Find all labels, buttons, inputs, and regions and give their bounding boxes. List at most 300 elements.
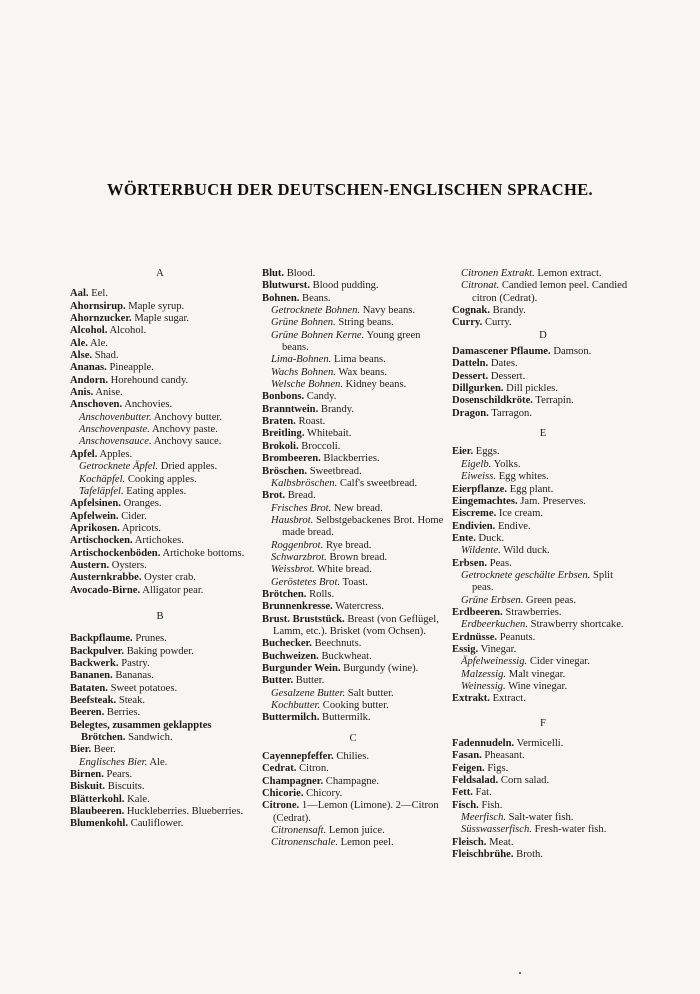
dictionary-entry (452, 693, 634, 705)
entry-translation: Split peas. (472, 569, 614, 594)
entry-translation: Alcohol. (109, 325, 147, 337)
entry-translation: Young green beans. (282, 329, 421, 354)
dictionary-entry (262, 453, 444, 465)
dictionary-entry (452, 508, 634, 520)
entry-headword: Andorn. (70, 374, 108, 386)
entry-translation: Fresh-water fish. (534, 824, 607, 836)
entry-headword: Birnen. (70, 769, 104, 781)
entry-headword: Brokoli. (262, 440, 299, 452)
entry-translation: Corn salad. (500, 775, 550, 787)
dictionary-entry (70, 436, 250, 448)
entry-translation: Steak. (118, 695, 146, 706)
entry-translation: Candy. (306, 391, 337, 403)
entry-translation: Salt-water fish. (508, 812, 574, 824)
page-mark (519, 972, 521, 974)
entry-headword: Cayennepfeffer. (262, 751, 334, 763)
entry-translation: Wax beans. (338, 366, 387, 378)
dictionary-entry (70, 486, 250, 498)
entry-subterm: Äpfelweinessig. (461, 656, 528, 668)
entry-translation: Anchovy sauce. (153, 436, 222, 448)
entry-subterm: Kalbsbröschen. (271, 477, 338, 489)
entry-translation: Lemon juice. (328, 825, 385, 837)
dictionary-entry (452, 346, 634, 358)
entry-translation: Horehound candy. (110, 374, 189, 386)
dictionary-entry (70, 744, 250, 756)
entry-translation: Pears. (106, 769, 133, 781)
entry-translation: Brown bread. (329, 551, 388, 563)
entry-translation: Cooking apples. (127, 473, 197, 485)
entry-headword: Dillgurken. (452, 383, 504, 395)
entry-headword: Extrakt. (452, 693, 490, 705)
dictionary-entry (262, 700, 444, 712)
dictionary-entry (70, 548, 250, 560)
dictionary-entry (262, 416, 444, 428)
entry-translation: Kidney beans. (345, 379, 407, 391)
entry-headword: Burgunder Wein. (262, 663, 341, 674)
dictionary-entry (262, 404, 444, 416)
entry-headword: Alcohol. (70, 325, 108, 337)
section-letter: C (349, 732, 357, 744)
entry-subterm: Wachs Bohnen. (271, 366, 336, 378)
entry-headword: Buchecker. (262, 638, 312, 650)
entry-headword: Apfelsinen. (70, 498, 121, 510)
dictionary-entry (452, 446, 634, 458)
entry-headword: Breitling. (262, 428, 305, 440)
entry-headword: Curry. (452, 317, 483, 329)
entry-subterm: Englisches Bier. (79, 756, 148, 768)
entry-headword: Brust. Bruststück. (262, 613, 345, 625)
entry-headword: Dragon. (452, 407, 489, 419)
dictionary-entry (262, 825, 444, 837)
entry-headword: Backwerk. (70, 657, 119, 669)
entry-translation: Egg plant. (509, 483, 554, 495)
entry-headword: Bonbons. (262, 391, 305, 403)
dictionary-entry (262, 503, 444, 515)
entry-translation: Blood pudding. (312, 280, 379, 292)
section-letter: E (539, 428, 547, 440)
entry-translation: Endive. (497, 520, 531, 532)
dictionary-entry (262, 428, 444, 440)
entry-headword: Braten. (262, 416, 296, 428)
entry-subterm: Meerfisch. (461, 812, 507, 824)
dictionary-entry (70, 288, 250, 300)
dictionary-entry (70, 658, 250, 670)
entry-translation: Ale. (149, 756, 168, 768)
entry-translation: Chilies. (336, 751, 370, 763)
dictionary-entry (262, 601, 444, 613)
dictionary-entry (452, 837, 634, 849)
entry-subterm: Citronensaft. (271, 825, 327, 837)
entry-headword: Eiscreme. (452, 508, 497, 520)
entry-headword: Buchweizen. (262, 650, 319, 662)
entry-headword: Beefsteak. (70, 695, 117, 706)
entry-subterm: Grüne Bohnen. (271, 317, 336, 329)
entry-headword: Backpulver. (70, 645, 125, 657)
entry-translation: Strawberry shortcake. (530, 619, 624, 631)
dictionary-entry (262, 651, 444, 663)
entry-translation: Yolks. (493, 458, 521, 470)
dictionary-entry (452, 681, 634, 693)
entry-translation: Salt butter. (347, 687, 394, 699)
entry-headword: Fasan. (452, 750, 482, 762)
entry-subterm: Lima-Bohnen. (271, 354, 332, 366)
dictionary-entry (70, 757, 250, 769)
dictionary-entry (262, 293, 444, 305)
dictionary-entry (262, 776, 444, 788)
entry-headword: Belegtes, zusammen geklapptes Brötchen. (70, 719, 212, 744)
entry-headword: Aal. (70, 288, 89, 300)
entry-translation: Chicory. (306, 788, 343, 800)
dictionary-entry (262, 515, 444, 540)
entry-headword: Blaubeeren. (70, 806, 125, 818)
entry-translation: Pineapple. (109, 362, 154, 374)
entry-translation: Green peas. (526, 594, 577, 606)
entry-headword: Alse. (70, 350, 93, 362)
entry-headword: Artischocken. (70, 535, 133, 547)
entry-headword: Brunnenkresse. (262, 601, 333, 613)
dictionary-entry (70, 399, 250, 411)
entry-translation: Alligator pear. (142, 584, 204, 596)
entry-translation: Terrapin. (535, 395, 574, 407)
entry-translation: Navy beans. (362, 305, 416, 317)
entry-translation: Eel. (91, 288, 108, 300)
entry-subterm: Anschovenpaste. (79, 424, 150, 436)
entry-translation: Buckwheat. (321, 650, 372, 662)
entry-subterm: Kochäpfel. (79, 473, 126, 485)
entry-headword: Blut. (262, 268, 285, 279)
entry-headword: Cognak. (452, 305, 490, 317)
dictionary-entry (262, 751, 444, 763)
entry-headword: Eier. (452, 446, 474, 458)
dictionary-entry (70, 781, 250, 793)
dictionary-entry (70, 350, 250, 362)
dictionary-column-3 (452, 268, 634, 861)
entry-subterm: Eiweiss. (461, 471, 497, 483)
entry-translation: Anchovy butter. (153, 411, 223, 423)
entry-translation: Pastry. (121, 657, 150, 669)
entry-headword: Bröschen. (262, 465, 308, 477)
entry-subterm: Weinessig. (461, 681, 506, 692)
entry-subterm: Hausbrot. (271, 514, 314, 526)
entry-translation: Champagne. (325, 775, 380, 787)
dictionary-entry (70, 313, 250, 325)
entry-translation: Eggs. (475, 446, 500, 458)
entry-translation: Wild duck. (503, 545, 550, 557)
entry-subterm: Grüne Bohnen Kerne. (271, 329, 365, 341)
entry-headword: Dessert. (452, 370, 489, 382)
entry-translation: Citron. (299, 763, 329, 775)
dictionary-entry (452, 558, 634, 570)
entry-headword: Dosenschildkröte. (452, 395, 533, 407)
entry-translation: Lima beans. (333, 354, 386, 366)
dictionary-entry (262, 763, 444, 775)
dictionary-entry (452, 459, 634, 471)
entry-translation: New bread. (333, 502, 383, 514)
entry-subterm: Grüne Erbsen. (461, 594, 524, 606)
dictionary-entry (452, 787, 634, 799)
entry-translation: Baking powder. (126, 645, 194, 657)
entry-headword: Fett. (452, 787, 473, 799)
entry-translation: Maple syrup. (128, 300, 185, 312)
entry-headword: Beeren. (70, 707, 105, 719)
entry-headword: Branntwein. (262, 403, 319, 415)
entry-subterm: Tafeläpfel. (79, 485, 124, 497)
entry-translation: Anchovies. (124, 399, 173, 411)
dictionary-entry (262, 280, 444, 292)
dictionary-entry (70, 806, 250, 818)
dictionary-entry (262, 663, 444, 675)
dictionary-entry (262, 675, 444, 687)
dictionary-entry (452, 570, 634, 595)
dictionary-entry (452, 317, 634, 329)
entry-translation: Apricots. (121, 522, 161, 534)
entry-headword: Damascener Pflaume. (452, 346, 551, 358)
dictionary-entry (452, 669, 634, 681)
entry-translation: Oysters. (111, 559, 147, 571)
entry-translation: Dessert. (490, 370, 526, 382)
entry-subterm: Geröstetes Brot. (271, 576, 341, 588)
dictionary-entry (452, 763, 634, 775)
dictionary-entry (452, 849, 634, 861)
entry-translation: Dill pickles. (506, 383, 558, 395)
entry-translation: Brandy. (492, 305, 526, 317)
entry-headword: Ente. (452, 532, 476, 544)
entry-headword: Bataten. (70, 682, 108, 694)
dictionary-entry (452, 738, 634, 750)
entry-subterm: Weissbrot. (271, 564, 315, 576)
dictionary-entry (70, 683, 250, 695)
dictionary-entry (70, 794, 250, 806)
section-letter: F (540, 717, 546, 729)
entry-headword: Fisch. (452, 799, 479, 811)
dictionary-entry (262, 268, 444, 280)
entry-headword: Feldsalad. (452, 775, 499, 787)
entry-headword: Endivien. (452, 520, 496, 532)
entry-translation: Bread. (287, 490, 316, 502)
entry-subterm: Malzessig. (461, 668, 507, 680)
entry-translation: Curry. (484, 317, 512, 329)
entry-headword: Avocado-Birne. (70, 584, 141, 596)
entry-subterm: Kochbutter. (271, 700, 321, 712)
dictionary-entry (70, 301, 250, 313)
entry-headword: Eierpflanze. (452, 483, 508, 495)
entry-translation: White bread. (317, 564, 372, 576)
entry-translation: Jam. Preserves. (520, 495, 586, 507)
entry-subterm: Eigelb. (461, 458, 492, 470)
entry-headword: Citrone. (262, 800, 300, 812)
dictionary-entry (262, 712, 444, 724)
dictionary-entry (70, 572, 250, 584)
entry-translation: Rye bread. (325, 539, 372, 551)
entry-translation: Duck. (478, 532, 505, 544)
entry-headword: Biskuit. (70, 781, 106, 793)
entry-subterm: Roggenbrot. (271, 539, 324, 551)
entry-translation: Ale. (90, 337, 108, 349)
entry-translation: Watercress. (335, 601, 385, 613)
entry-translation: Malt vinegar. (508, 668, 566, 680)
entry-headword: Fleischbrühe. (452, 849, 514, 861)
entry-translation: Butter. (295, 675, 325, 687)
section-letter: B (156, 610, 164, 622)
entry-translation: Strawberries. (505, 606, 562, 618)
entry-translation: Pheasant. (484, 750, 525, 762)
entry-headword: Fleisch. (452, 836, 487, 848)
entry-headword: Blätterkohl. (70, 793, 125, 805)
dictionary-entry (70, 633, 250, 645)
dictionary-entry (262, 391, 444, 403)
dictionary-entry (70, 511, 250, 523)
entry-translation: Anchovy paste. (151, 424, 218, 436)
entry-headword: Erdnüsse. (452, 631, 498, 643)
dictionary-entry (452, 305, 634, 317)
entry-headword: Backpflaume. (70, 633, 133, 645)
dictionary-entry (262, 638, 444, 650)
entry-headword: Buttermilch. (262, 712, 320, 724)
dictionary-entry (70, 424, 250, 436)
dictionary-entry (70, 695, 250, 707)
dictionary-column-2 (262, 268, 444, 850)
dictionary-entry (262, 552, 444, 564)
entry-translation: Fat. (475, 787, 492, 799)
entry-translation: Peanuts. (499, 631, 536, 643)
entry-headword: Anschoven. (70, 399, 123, 411)
dictionary-entry (70, 585, 250, 597)
entry-translation: Lemon peel. (340, 837, 394, 849)
entry-translation: String beans. (338, 317, 394, 329)
entry-translation: Wine vinegar. (508, 681, 568, 692)
entry-subterm: Welsche Bohnen. (271, 379, 343, 391)
entry-headword: Fadennudeln. (452, 738, 515, 750)
section-letter: D (539, 329, 547, 341)
dictionary-entry (70, 362, 250, 374)
entry-translation: Fish. (481, 799, 503, 811)
entry-translation: Whitebait. (306, 428, 352, 440)
dictionary-entry (262, 564, 444, 576)
dictionary-entry (262, 317, 444, 329)
entry-translation: Kale. (127, 793, 150, 805)
dictionary-entry (70, 707, 250, 719)
entry-subterm: Anschovensauce. (79, 436, 152, 448)
entry-translation: Broth. (516, 849, 543, 861)
entry-translation: Maple sugar. (134, 313, 190, 325)
dictionary-entry (70, 338, 250, 350)
entry-headword: Artischockenböden. (70, 547, 161, 559)
dictionary-entry (452, 824, 634, 836)
entry-translation: Damson. (553, 346, 592, 358)
entry-translation: Oranges. (123, 498, 162, 510)
entry-subterm: Citronen Extrakt. (461, 268, 535, 279)
dictionary-entry (452, 383, 634, 395)
entry-translation: Buttermilk. (322, 712, 371, 724)
entry-headword: Essig. (452, 643, 479, 655)
section-letter: A (156, 268, 164, 279)
entry-translation: Broccoli. (301, 440, 341, 452)
dictionary-entry (452, 408, 634, 420)
dictionary-entry (452, 632, 634, 644)
dictionary-entry (452, 644, 634, 656)
entry-translation: Figs. (487, 762, 509, 774)
entry-translation: Apples. (99, 448, 133, 460)
entry-translation: Bananas. (115, 670, 154, 682)
dictionary-entry (70, 474, 250, 486)
dictionary-entry (262, 788, 444, 800)
entry-translation: Beer. (93, 744, 116, 756)
entry-translation: Biscuits. (107, 781, 145, 793)
dictionary-entry (452, 496, 634, 508)
entry-headword: Datteln. (452, 358, 489, 370)
entry-translation: Candied lemon peel. Candied citron (Cedrat). (472, 280, 628, 304)
entry-subterm: Frisches Brot. (271, 502, 332, 514)
entry-translation: Cooking butter. (322, 700, 389, 712)
entry-translation: Cauliflower. (130, 818, 184, 830)
entry-headword: Ahornsirup. (70, 300, 126, 312)
entry-headword: Ale. (70, 337, 88, 349)
dictionary-entry (70, 769, 250, 781)
dictionary-entry (70, 670, 250, 682)
entry-headword: Bohnen. (262, 292, 300, 304)
entry-translation: Vinegar. (480, 643, 517, 655)
entry-translation: Beans. (302, 292, 331, 304)
entry-translation: Beechnuts. (314, 638, 362, 650)
dictionary-entry (70, 535, 250, 547)
entry-subterm: Schwarzbrot. (271, 551, 327, 563)
page-title: WÖRTERBUCH DER DEUTSCHEN-ENGLISCHEN SPRACHE. (106, 180, 594, 199)
entry-translation: Vermicelli. (516, 738, 564, 750)
entry-subterm: Getrocknete Äpfel. (79, 461, 159, 473)
dictionary-entry (452, 800, 634, 812)
dictionary-entry (70, 325, 250, 337)
entry-headword: Bier. (70, 744, 92, 756)
entry-headword: Austernkrabbe. (70, 572, 142, 584)
entry-translation: Egg whites. (498, 471, 549, 483)
dictionary-entry (452, 521, 634, 533)
entry-translation: Artichoke bottoms. (162, 547, 245, 559)
entry-subterm: Wildente. (461, 545, 501, 557)
entry-headword: Chicorie. (262, 788, 304, 800)
entry-headword: Bananen. (70, 670, 113, 682)
dictionary-entry (452, 607, 634, 619)
dictionary-entry (452, 484, 634, 496)
dictionary-entry (262, 305, 444, 317)
entry-subterm: Gesalzene Butter. (271, 687, 346, 699)
entry-headword: Ahornzucker. (70, 313, 132, 325)
dictionary-entry (452, 595, 634, 607)
dictionary-entry (262, 577, 444, 589)
dictionary-entry (262, 441, 444, 453)
entry-translation: Berries. (106, 707, 141, 719)
entry-translation: Dried apples. (160, 461, 218, 473)
entry-subterm: Süsswasserfisch. (461, 824, 532, 836)
entry-subterm: Citronenschale. (271, 837, 338, 849)
dictionary-entry (452, 775, 634, 787)
dictionary-entry (452, 280, 634, 305)
entry-headword: Eingemachtes. (452, 495, 518, 507)
dictionary-entry (262, 466, 444, 478)
dictionary-entry (452, 619, 634, 631)
entry-translation: Sweet potatoes. (110, 682, 178, 694)
dictionary-entry (262, 330, 444, 355)
entry-translation: Extract. (492, 693, 526, 705)
entry-headword: Austern. (70, 559, 110, 571)
entry-translation: Peas. (489, 557, 512, 569)
entry-translation: Meat. (489, 836, 514, 848)
entry-translation: Sweetbread. (309, 465, 362, 477)
entry-translation: Anise. (95, 387, 123, 399)
dictionary-entry (452, 471, 634, 483)
dictionary-entry (70, 720, 250, 745)
entry-translation: Burgundy (wine). (343, 663, 419, 674)
dictionary-entry (70, 498, 250, 510)
